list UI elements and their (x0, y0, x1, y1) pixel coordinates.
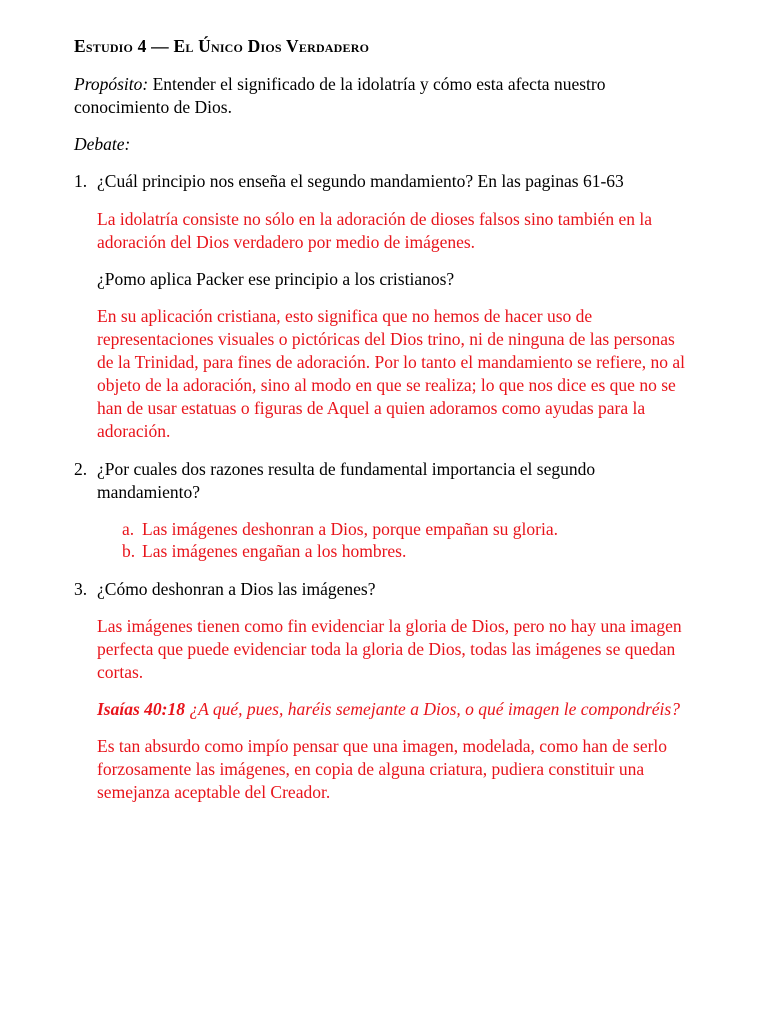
purpose-label: Propósito: (74, 74, 149, 94)
reason-b-marker: b. (122, 541, 136, 561)
question-3-number: 3. (74, 579, 88, 599)
question-1-answer: La idolatría consiste no sólo en la adoración de dioses falsos sino también en la adoración del Dios verdadero por medio de imágenes. (97, 209, 652, 252)
question-2 (74, 458, 694, 504)
question-3-closing: Es tan absurdo como impío pensar que una imagen, modelada, como han de serlo forzosamente las imágenes, en copia de alguna criatura, pudiera constituir una semejanza aceptable del Creador. (97, 736, 668, 802)
question-2-number: 2. (74, 459, 88, 479)
question-3-answer: Las imágenes tienen como fin evidenciar la gloria de Dios, pero no hay una imagen perfecta que puede evidenciar toda la gloria de Dios, todas las imágenes se quedan cortas. (97, 616, 682, 682)
reasons-list (122, 518, 694, 562)
page-title: Estudio 4 — El Único Dios Verdadero (74, 36, 370, 56)
document-page (74, 34, 694, 804)
reason-a-text: Las imágenes deshonran a Dios, porque empañan su gloria. (142, 519, 558, 539)
question-1-text: ¿Cuál principio nos enseña el segundo mandamiento? En las paginas 61-63 (97, 171, 624, 191)
question-3 (74, 578, 694, 601)
reason-b-text: Las imágenes engañan a los hombres. (142, 541, 407, 561)
purpose-text: Entender el significado de la idolatría y cómo esta afecta nuestro conocimiento de Dios. (74, 74, 606, 117)
question-1 (74, 170, 694, 193)
question-1-followup: ¿Pomo aplica Packer ese principio a los cristianos? (97, 269, 455, 289)
reason-a-marker: a. (122, 519, 135, 539)
reason-a (122, 518, 694, 540)
verse-quote (97, 698, 694, 721)
question-3-text: ¿Cómo deshonran a Dios las imágenes? (97, 579, 376, 599)
question-1-followup-answer: En su aplicación cristiana, esto significa que no hemos de hacer uso de representaciones visuales o pictóricas del Dios trino, ni de ninguna de las personas de la Trinidad, para fines de adoración. Por lo tanto el mandamiento se refiere, no al objeto de la adoración, sino al modo en que se realiza; lo que nos dice es que no se han de usar estatuas o figuras de Aquel a quien adoramos como ayudas para la adoración. (97, 306, 686, 441)
verse-reference: Isaías 40:18 (97, 699, 185, 719)
question-2-text: ¿Por cuales dos razones resulta de fundamental importancia el segundo mandamiento? (97, 459, 596, 502)
verse-text: ¿A qué, pues, haréis semejante a Dios, o qué imagen le compondréis? (185, 699, 680, 719)
reason-b (122, 540, 694, 562)
question-1-number: 1. (74, 171, 88, 191)
purpose-paragraph (74, 73, 694, 119)
debate-label: Debate: (74, 134, 131, 154)
